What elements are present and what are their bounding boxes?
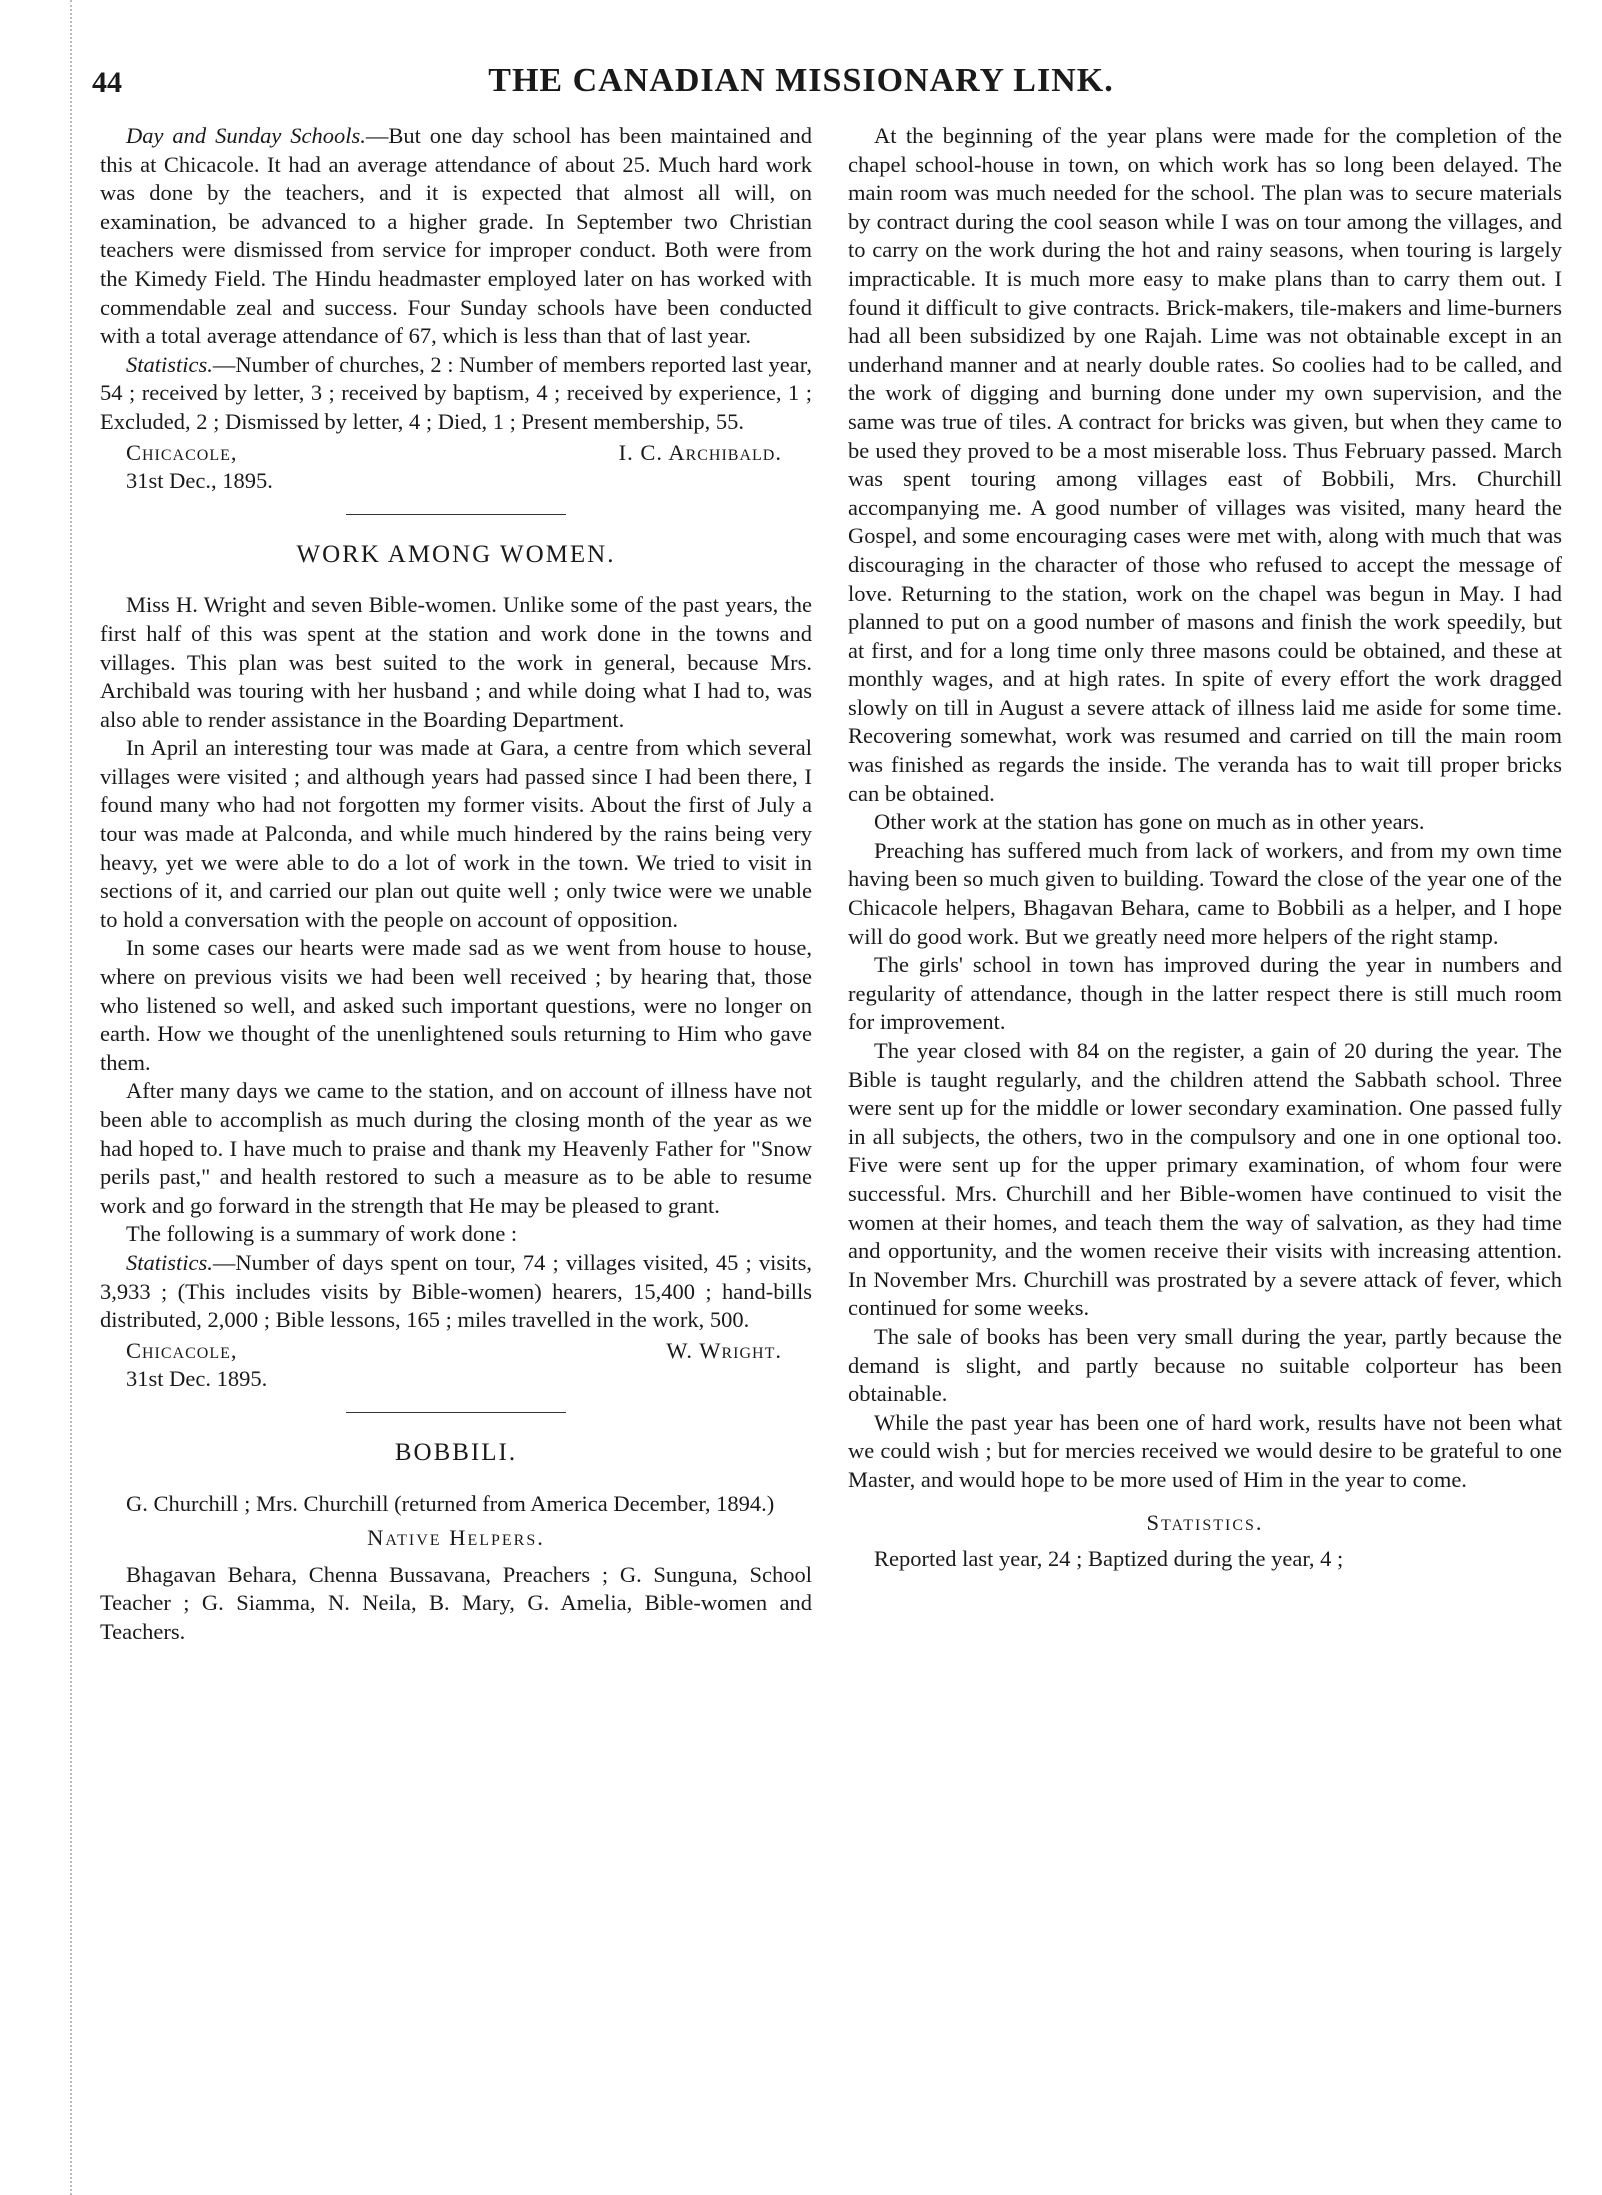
native-helpers-heading: Native Helpers. [367, 1525, 545, 1551]
bobbili-paragraph-1: At the beginning of the year plans were made for the completion of the chapel school-house in town, on which work has so long been delayed. The main room was much needed for the school. The plan was to secure materials by contract during the cool season while I was on tour among the villages, and to carry on the work during the hot and rainy seasons, when touring is largely impracticable. It is much more easy to make plans than to carry them out. I found it difficult to give contracts. Brick-makers, tile-makers and lime-burners had all been subsidized by one Rajah. Lime was not obtainable except in an underhand manner and at nearly double rates. So coolies had to be called, and the work of digging and burning done under my own supervision, and the same was true of tiles. A contract for bricks was given, but when they came to be used they proved to be a most miserable loss. Thus February passed. March was spent touring among villages east of Bobbili, Mrs. Churchill accompanying me. A good number of villages was visited, many heard the Gospel, and some encouraging cases were met with, along with much that was discouraging in the character of those who refused to accept the message of love. Returning to the station, work on the chapel was begun in May. I had planned to put on a good number of masons and finish the work speedily, but at first, and for a long time only three masons could be obtained, and these at monthly wages, and at high rates. In spite of every effort the work dragged slowly on till in August a severe attack of illness laid me aside for some time. Recovering somewhat, work was resumed and carried on till the main room was finished as regards the inside. The veranda has to wait till proper bricks can be obtained. [848, 123, 1562, 806]
journal-title: THE CANADIAN MISSIONARY LINK. [488, 62, 1114, 99]
right-column [848, 122, 1562, 1574]
bobbili-paragraph-4: The girls' school in town has improved during the year in numbers and regularity of attendance, though in the latter respect there is still much room for improvement. [848, 952, 1562, 1035]
statistics-heading: Statistics. [1146, 1509, 1264, 1535]
women-paragraph-1: Miss H. Wright and seven Bible-women. Unlike some of the past years, the first half of this was spent at the station and work done in the towns and villages. This plan was best suited to the work in general, because Mrs. Archibald was touring with her husband ; and while doing what I had to, was also able to render assistance in the Boarding Department. [100, 592, 812, 732]
schools-lead: Day and Sunday Schools. [126, 123, 366, 148]
signature-date: 31st Dec. 1895. [126, 1366, 268, 1392]
page-edge-border [0, 0, 72, 2195]
signature-archibald [126, 439, 812, 468]
women-paragraph-2: In April an interesting tour was made at Gara, a centre from which several villages were visited ; and although years had passed since I had been there, I found many who had not forgotten my former visits. About the first of July a tour was made at Palconda, and while much hindered by the rains being very heavy, yet we were able to do a lot of work in the town. We tried to visit in sections of it, and carried our plan out quite well ; only twice were we unable to hold a conversation with the people on account of opposition. [100, 735, 812, 932]
signature-wright [126, 1337, 812, 1366]
signature-place: Chicacole, [126, 1337, 238, 1363]
women-statistics [100, 1249, 812, 1335]
women-paragraph-4: After many days we came to the station, and on account of illness have not been able to accomplish as much during the closing month of the year as we had hoped to. I have much to praise and thank my Heavenly Father for "Snow perils past," and health restored to such a measure as to be able to resume work and go forward in the strength that He may be pleased to grant. [100, 1078, 812, 1218]
page-number: 44 [92, 66, 122, 99]
statistics-text: —Number of churches, 2 : Number of members reported last year, 54 ; received by letter, 3 ; received by baptism, 4 ; received by experience, 1 ; Excluded, 2 ; Dismissed by letter, 4 ; Died, 1 ; Present membership, 55. [100, 351, 812, 434]
signature-name: W. Wright. [666, 1337, 782, 1363]
signature-date: 31st Dec., 1895. [126, 468, 273, 494]
women-paragraph-5: The following is a summary of work done : [126, 1221, 518, 1247]
section-rule [346, 1412, 566, 1413]
women-paragraph-3: In some cases our hearts were made sad as we went from house to house, where on previous visits we had been well received ; by hearing that, those who listened so well, and asked such important questions, were no longer on earth. How we thought of the unenlightened souls returning to Him who gave them. [100, 935, 812, 1075]
bobbili-paragraph-7: While the past year has been one of hard work, results have not been what we could wish ; but for mercies received we would desire to be grateful to one Master, and would hope to be more used of Him in the year to come. [848, 1409, 1562, 1492]
statistics-lead: Statistics. [126, 351, 213, 377]
section-heading-work-among-women: WORK AMONG WOMEN. [296, 540, 616, 568]
schools-paragraph [100, 122, 812, 351]
statistics-paragraph [100, 351, 812, 437]
statistics-line: Reported last year, 24 ; Baptized during the year, 4 ; [874, 1546, 1344, 1572]
left-column [100, 122, 812, 1647]
bobbili-staff: G. Churchill ; Mrs. Churchill (returned from America December, 1894.) [126, 1490, 775, 1516]
section-rule [346, 514, 566, 515]
bobbili-paragraph-3: Preaching has suffered much from lack of workers, and from my own time having been so much given to building. Toward the close of the year one of the Chicacole helpers, Bhagavan Behara, came to Bobbili as a helper, and I hope will do good work. But we greatly need more helpers of the right stamp. [848, 837, 1562, 949]
section-heading-bobbili: BOBBILI. [394, 1438, 518, 1466]
bobbili-paragraph-2: Other work at the station has gone on much as in other years. [874, 809, 1425, 835]
signature-place: Chicacole, [126, 439, 238, 465]
schools-text: —But one day school has been maintained and this at Chicacole. It had an average attendance of about 25. Much hard work was done by the teachers, and it is expected that almost all will, on examination, be advanced to a higher grade. In September two Christian teachers were dismissed from service for improper conduct. Both were from the Kimedy Field. The Hindu headmaster employed later on has worked with commendable zeal and success. Four Sunday schools have been conducted with a total average attendance of 67, which is less than that of last year. [100, 123, 812, 349]
women-statistics-text: —Number of days spent on tour, 74 ; villages visited, 45 ; visits, 3,933 ; (This includes visits by Bible-women) hearers, 15,400 ; hand-bills distributed, 2,000 ; Bible lessons, 165 ; miles travelled in the work, 500. [100, 1249, 812, 1333]
bobbili-paragraph-5: The year closed with 84 on the register, a gain of 20 during the year. The Bible is taught regularly, and the children attend the Sabbath school. Three were sent up for the middle or lower secondary examination. One passed fully in all subjects, the others, two in the compulsory and one in one optional too. Five were sent up for the upper primary examination, of whom four were successful. Mrs. Churchill and her Bible-women have continued to visit the women at their homes, and teach them the way of salvation, as they had time and opportunity, and the women receive their visits with increasing attention. In November Mrs. Churchill was prostrated by a severe attack of fever, which continued for some weeks. [848, 1038, 1562, 1321]
native-helpers-list: Bhagavan Behara, Chenna Bussavana, Preachers ; G. Sunguna, School Teacher ; G. Siamma, N. Neila, B. Mary, G. Amelia, Bible-women and Teachers. [100, 1561, 812, 1644]
signature-name: I. C. Archibald. [618, 439, 782, 465]
bobbili-paragraph-6: The sale of books has been very small during the year, partly because the demand is slight, and partly because no suitable colporteur has been obtainable. [848, 1323, 1562, 1407]
women-statistics-lead: Statistics. [126, 1249, 213, 1275]
